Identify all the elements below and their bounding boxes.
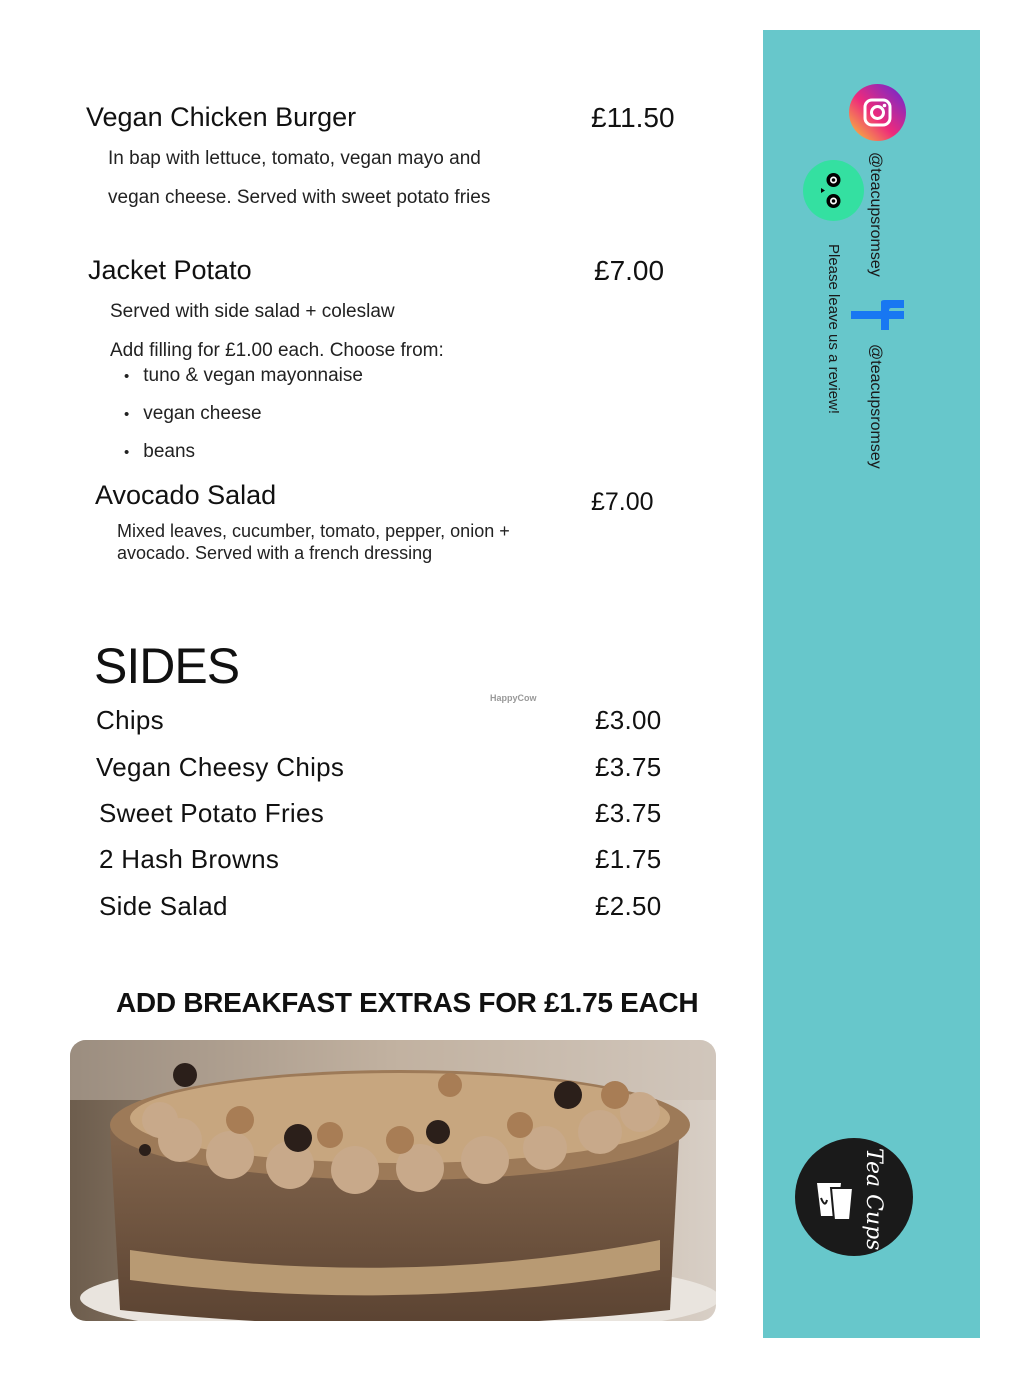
item-name-avocado-salad: Avocado Salad — [95, 480, 277, 510]
facebook-icon[interactable] — [851, 300, 904, 330]
side-name: Vegan Cheesy Chips — [96, 752, 345, 782]
price-jacket-potato: £7.00 — [594, 255, 665, 286]
facebook-handle[interactable]: @teacupsromsey — [867, 344, 884, 469]
sides-title: SIDES — [94, 638, 240, 694]
side-price: £3.75 — [595, 798, 662, 828]
desc-line: Mixed leaves, cucumber, tomato, pepper, onion + — [117, 521, 510, 541]
price-vegan-chicken-burger: £11.50 — [591, 102, 675, 133]
side-price: £2.50 — [595, 891, 662, 921]
filling-option: • beans — [124, 441, 195, 463]
breakfast-extras-banner: ADD BREAKFAST EXTRAS FOR £1.75 EACH — [116, 987, 699, 1018]
side-price: £1.75 — [595, 844, 662, 874]
filling-option: • vegan cheese — [124, 403, 262, 425]
item-name-jacket-potato: Jacket Potato — [88, 255, 252, 285]
side-name: Chips — [96, 705, 164, 735]
review-prompt: Please leave us a review! — [825, 244, 842, 415]
side-name: Side Salad — [99, 891, 228, 921]
side-price: £3.00 — [595, 705, 662, 735]
desc-line: avocado. Served with a french dressing — [117, 543, 433, 563]
filling-option: • tuno & vegan mayonnaise — [124, 365, 363, 387]
cake-photo — [70, 1040, 716, 1321]
side-price: £3.75 — [595, 752, 662, 782]
teacups-logo — [795, 1138, 913, 1256]
tripadvisor-icon[interactable] — [803, 160, 864, 221]
desc-line: In bap with lettuce, tomato, vegan mayo and — [108, 148, 481, 169]
desc-line: vegan cheese. Served with sweet potato fries — [108, 187, 491, 208]
item-name-vegan-chicken-burger: Vegan Chicken Burger — [86, 102, 357, 132]
instagram-handle[interactable]: @teacupsromsey — [867, 152, 884, 277]
desc-line: Add filling for £1.00 each. Choose from: — [110, 340, 444, 361]
side-name: 2 Hash Browns — [99, 844, 280, 874]
side-name: Sweet Potato Fries — [99, 798, 325, 828]
desc-line: Served with side salad + coleslaw — [110, 301, 395, 322]
instagram-icon[interactable] — [849, 84, 906, 141]
happycow-watermark: HappyCow — [490, 693, 537, 703]
price-avocado-salad: £7.00 — [591, 488, 654, 516]
logo-text: Tea Cups — [861, 1148, 886, 1251]
